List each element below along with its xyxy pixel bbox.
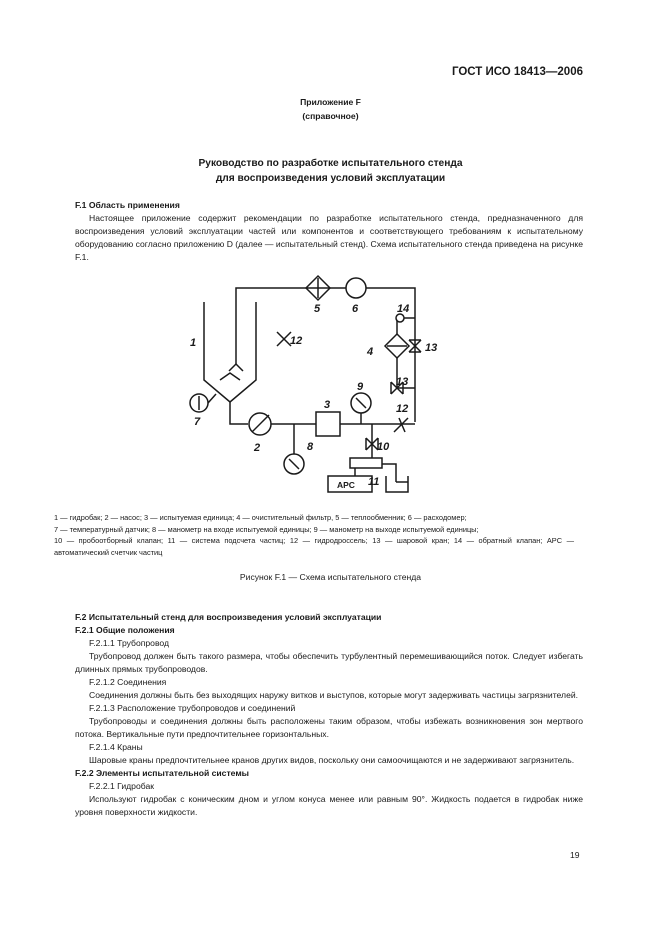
legend-line-2: 7 — температурный датчик; 8 — манометр на входе испытуемой единицы; 9 — манометр на выходе испытуемой единицы; (54, 524, 479, 534)
label-12-lower: 12 (396, 403, 409, 415)
section-f212-heading: F.2.1.2 Соединения (89, 677, 167, 687)
label-11: 11 (368, 476, 380, 488)
section-f211-text: Трубопровод должен быть такого размера, чтобы обеспечить турбулентный перемешивающийся поток. Следует избегать длинных прямых трубопроводов. (75, 651, 583, 674)
legend-line-1: 1 — гидробак; 2 — насос; 3 — испытуемая единица; 4 — очистительный фильтр, 5 — теплообменник; 6 — расходомер; (54, 513, 467, 522)
return-inlet (229, 364, 243, 371)
label-13-lower: 13 (396, 376, 409, 388)
throttle-lower (394, 418, 408, 432)
appendix-title: Приложение F (300, 97, 361, 107)
flowmeter-symbol (346, 278, 366, 298)
section-f2-heading: F.2 Испытательный стенд для воспроизведения условий эксплуатации (75, 612, 382, 622)
section-f21-heading: F.2.1 Общие положения (75, 625, 175, 635)
label-5: 5 (314, 303, 321, 315)
label-8: 8 (307, 441, 314, 453)
collector (386, 476, 408, 492)
tank-outlet-pipe (230, 402, 248, 424)
label-12-upper: 12 (290, 335, 303, 347)
section-f22-heading: F.2.2 Элементы испытательной системы (75, 768, 250, 778)
label-2: 2 (254, 442, 261, 454)
appendix-heading (0, 95, 661, 123)
title-line-2: для воспроизведения условий эксплуатации (215, 173, 446, 184)
label-3: 3 (324, 399, 331, 411)
section-f1 (75, 199, 583, 264)
section-f212-text: Соединения должны быть без выходящих наружу витков и выступов, которые могут задерживать частицы загрязнителей. (89, 690, 579, 700)
label-1: 1 (190, 337, 197, 349)
label-7: 7 (194, 416, 201, 428)
title-line-1: Руководство по разработке испытательного стенда (198, 158, 463, 169)
section-f2 (75, 611, 583, 819)
test-unit-box (316, 412, 340, 436)
section-f214-text: Шаровые краны предпочтительнее кранов других видов, поскольку они самоочищаются и не задерживают загрязнитель. (89, 755, 575, 765)
page-title (0, 156, 661, 186)
tank-outline (204, 302, 256, 402)
label-9: 9 (357, 381, 364, 393)
page-number: 19 (570, 850, 580, 860)
section-f213-heading: F.2.1.3 Расположение трубопроводов и соединений (89, 703, 296, 713)
section-f214-heading: F.2.1.4 Краны (89, 742, 143, 752)
sampler-head (350, 452, 382, 468)
label-4: 4 (367, 346, 374, 358)
section-f213-text: Трубопроводы и соединения должны быть расположены таким образом, чтобы избежать возникновения зон мертвого потока. Вертикальные пути предпочтительнее горизонтальных. (75, 716, 583, 739)
label-14: 14 (397, 303, 410, 315)
check-valve-symbol (396, 314, 404, 322)
figure-legend (54, 512, 574, 558)
label-6: 6 (352, 303, 359, 315)
label-apc: APC (337, 480, 355, 490)
throttle-upper (277, 332, 291, 346)
section-f221-text: Используют гидробак с коническим дном и углом конуса менее или равным 90°. Жидкость подается в гидробак ниже уровня поверхности жидкости. (75, 794, 583, 817)
section-f1-text: Настоящее приложение содержит рекомендации по разработке испытательного стенда, предназначенного для воспроизведения условий эксплуатации частей или компонентов и соответствующего требованиям к испытательному оборудованию согласно приложению D (далее — испытательный стенд). Схема испытательного стенда приведена на рисунке F.1. (75, 213, 583, 262)
section-f1-heading: F.1 Область применения (75, 200, 180, 210)
label-13-upper: 13 (425, 342, 438, 354)
section-f211-heading: F.2.1.1 Трубопровод (89, 638, 170, 648)
section-f221-heading: F.2.2.1 Гидробак (89, 781, 154, 791)
test-bench-diagram (150, 272, 530, 502)
legend-line-3: 10 — пробоотборный клапан; 11 — система подсчета частиц; 12 — гидродроссель; 13 — шаровой кран; 14 — обратный клапан; APC — автоматический счетчик частиц (54, 536, 574, 557)
tank-cone-mark (220, 373, 240, 380)
document-code: ГОСТ ИСО 18413—2006 (451, 66, 583, 78)
appendix-subtitle: (справочное) (302, 111, 359, 121)
figure-caption: Рисунок F.1 — Схема испытательного стенда (239, 572, 422, 582)
label-10: 10 (377, 441, 390, 453)
